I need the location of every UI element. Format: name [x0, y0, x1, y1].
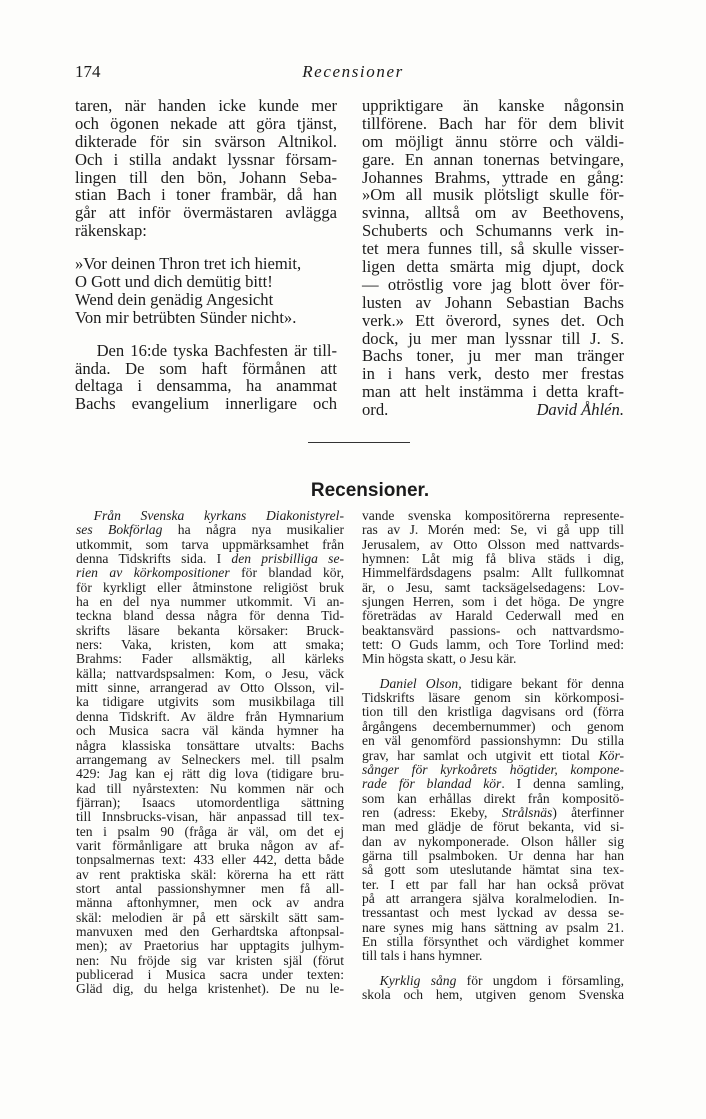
- text-line: [76, 925, 344, 939]
- text-segment: denna Tidskrift. Av äldre från Hymnarium: [76, 708, 344, 724]
- text-line: [75, 186, 337, 204]
- text-line: [75, 115, 337, 133]
- text-segment: taren, när handen icke kunde mer: [75, 96, 337, 115]
- text-line: [362, 566, 624, 580]
- text-segment: tion till den kristliga dagvisans ord (förra: [362, 704, 624, 720]
- text-segment: verk.» Ett överord, synes det. Och: [362, 310, 624, 330]
- text-line: [75, 342, 337, 360]
- text-segment: 429: Jag kan ej rätt dig lova (tidigare bru-: [76, 766, 344, 782]
- text-line: [362, 863, 624, 877]
- text-line: [362, 624, 624, 638]
- text-segment: nen: Nu fröjde sig var kristen själ (förut: [76, 952, 344, 968]
- text-line: [362, 258, 624, 276]
- text-line: [362, 347, 624, 365]
- italic-title: ses Bokförlag: [76, 522, 163, 538]
- text-segment: ligen detta smärta mig djupt, dock: [362, 257, 624, 277]
- text-segment: Gläd dig, du helga kristenhet). De nu le-: [76, 981, 344, 997]
- text-segment: till tals i hans hymner.: [362, 948, 483, 964]
- text-line: [76, 853, 344, 867]
- text-segment: skäl: melodien är på ett särskilt sätt sam-: [76, 909, 344, 925]
- text-line: [76, 695, 344, 709]
- text-line: [76, 939, 344, 953]
- paragraph: [362, 677, 624, 964]
- text-line: [362, 638, 624, 652]
- text-segment: in i hans verk, desto mer frestas: [362, 364, 624, 384]
- text-line: [76, 638, 344, 652]
- text-line: [362, 204, 624, 222]
- text-segment: — otröstlig vore jag blott över för-: [362, 274, 624, 294]
- text-segment: tressantast och mest lyckad av dessa se-: [362, 905, 624, 921]
- text-line: [362, 330, 624, 348]
- text-line: [75, 169, 337, 187]
- text-segment: ha en del nya nummer utkommit. Vi an-: [76, 594, 344, 610]
- italic-title: rade för blandad kör: [362, 776, 502, 792]
- text-segment: om möjligt ännu större och väldi-: [362, 131, 624, 151]
- text-segment: lusten av Johann Sebastian Bachs: [362, 292, 624, 312]
- text-line: [76, 739, 344, 753]
- text-line: [362, 949, 624, 963]
- text-segment: och ögonen nekade att göra tjänst,: [75, 113, 337, 133]
- text-line: [362, 169, 624, 187]
- text-line: [362, 609, 624, 623]
- text-segment: men); av Praetorius har upptagits julhym-: [76, 938, 344, 954]
- text-segment: männa aftonhymner, men ock av andra: [76, 895, 344, 911]
- text-line: [362, 691, 624, 705]
- text-segment: ners: Vaka, kristen, kom att smaka;: [76, 637, 344, 653]
- italic-title: Kyrklig sång: [379, 972, 457, 988]
- text-segment: denna Tidskrifts sida. I: [76, 551, 232, 567]
- text-segment: för ungdom i församling,: [456, 972, 624, 988]
- italic-title: Daniel Olson,: [379, 675, 462, 691]
- text-segment: Himmelfärdsdagens psalm: Allt fullkomnat: [362, 565, 624, 581]
- text-segment: ras av J. Morén med: Se, vi gå upp till: [362, 522, 624, 538]
- italic-title: sånger för kyrkoårets högtider, kompone-: [362, 761, 624, 777]
- text-line: [362, 186, 624, 204]
- text-line: [362, 97, 624, 115]
- text-segment: svinna, alltså om av Beethovens,: [362, 203, 624, 223]
- bottom-right-column: [362, 509, 624, 1012]
- text-segment: man med glädje de förut bekanta, vid si-: [362, 819, 624, 835]
- italic-title: Från Svenska kyrkans Diakonistyrel-: [93, 508, 344, 523]
- paragraph: [362, 974, 624, 1003]
- text-line: [76, 954, 344, 968]
- text-segment: dikterade för sin svärson Altnikol.: [75, 131, 337, 151]
- text-segment: »Om all musik plötsligt skulle för-: [362, 185, 624, 205]
- text-segment: dan av nykomponerade. Olson håller sig: [362, 833, 624, 849]
- text-line: [362, 538, 624, 552]
- paragraph: [75, 342, 337, 414]
- text-line: [76, 968, 344, 982]
- text-segment: tett: O Guds lamm, och Tore Torlind med:: [362, 637, 624, 653]
- paragraph: [362, 97, 624, 419]
- text-segment: gärna till psalmboken. Ur denna har han: [362, 847, 624, 863]
- text-segment: Schuberts och Schumanns verk in-: [362, 221, 624, 241]
- text-line: [76, 825, 344, 839]
- text-line: [75, 360, 337, 378]
- text-line: [76, 509, 344, 523]
- text-line: [362, 806, 624, 820]
- text-line: [76, 982, 344, 996]
- text-segment: sjungen Herren, som i det höga. De yngre: [362, 594, 624, 610]
- text-line: [76, 538, 344, 552]
- text-line: [362, 763, 624, 777]
- text-line: [362, 906, 624, 920]
- text-line: [76, 753, 344, 767]
- text-line: [76, 724, 344, 738]
- text-segment: Jerusalem, av Otto Olsson med nattvards-: [362, 536, 624, 552]
- text-line: [76, 624, 344, 638]
- text-segment: företrädas av Harald Cederwall med en: [362, 608, 624, 624]
- text-line: [76, 796, 344, 810]
- text-line: [75, 133, 337, 151]
- text-line: [76, 710, 344, 724]
- text-line: [362, 921, 624, 935]
- paragraph: [76, 509, 344, 997]
- text-segment: Och i stilla andakt lyssnar försam-: [75, 149, 337, 169]
- text-segment: publicerad i Musica sacra under texten:: [76, 967, 344, 982]
- author-signature: David Åhlén.: [536, 400, 624, 420]
- text-line: [362, 581, 624, 595]
- text-segment: lingen till den bön, Johann Seba-: [75, 167, 337, 187]
- text-line: [362, 401, 624, 419]
- text-line: [362, 365, 624, 383]
- text-line: [362, 705, 624, 719]
- text-segment: kad till nyårstexten: Nu kommen när och: [76, 780, 344, 796]
- text-segment: Bachs evangelium innerligare och: [75, 394, 337, 414]
- text-segment: till Innsbrucks-visan, här anpassad till tex-: [76, 809, 344, 825]
- text-line: [76, 911, 344, 925]
- text-segment: tillförene. Bach har för dem blivit: [362, 113, 624, 133]
- text-segment: så gott som uteslutande hämtat sina tex-: [362, 862, 624, 878]
- text-segment: Von mir betrübten Sünder nicht».: [75, 307, 297, 327]
- text-segment: O Gott und dich demütig bitt!: [75, 272, 273, 292]
- text-line: [362, 720, 624, 734]
- text-segment: ten i psalm 90 (fråga är väl, om det ej: [76, 823, 344, 839]
- text-line: [362, 312, 624, 330]
- text-line: [362, 222, 624, 240]
- text-segment: Den 16:de tyska Bachfesten är till-: [96, 340, 337, 360]
- text-segment: stian Bach i toner frambär, då han: [75, 185, 337, 205]
- text-segment: nare synes mig hans sättning av psalm 21.: [362, 919, 624, 935]
- text-segment: ända. De som haft förmånen att: [75, 358, 337, 378]
- text-segment: skrifts läsare bekanta körsaker: Bruck-: [76, 622, 344, 638]
- text-line: [362, 935, 624, 949]
- text-segment: går att inför övermästaren avlägga: [75, 203, 337, 223]
- paragraph: [362, 509, 624, 667]
- text-line: [362, 115, 624, 133]
- text-segment: beaktansvärd passions- och nattvardsmo-: [362, 622, 624, 638]
- section-divider: [308, 442, 410, 443]
- text-line: [76, 523, 344, 537]
- text-line: [76, 681, 344, 695]
- text-line: [362, 892, 624, 906]
- text-line: [76, 552, 344, 566]
- text-segment: en väl genomförd passionshymn: Du stilla: [362, 733, 624, 749]
- top-right-column: [362, 97, 624, 434]
- text-segment: på att arrangera själva koralmelodien. In-: [362, 890, 624, 906]
- text-line: [362, 849, 624, 863]
- text-segment: vande svenska kompositörerna represente-: [362, 508, 624, 523]
- text-segment: En stilla försynthet och värdighet kommer: [362, 933, 624, 949]
- text-segment: Brahms: Fader allsmäktig, all kärleks: [76, 651, 344, 667]
- text-segment: Wend dein genädig Angesicht: [75, 289, 274, 309]
- text-line: [76, 896, 344, 910]
- text-line: [362, 820, 624, 834]
- text-line: [362, 777, 624, 791]
- text-segment: är, o Jesu, samt tacksägelsedagens: Lov-: [362, 579, 624, 595]
- text-segment: Johannes Brahms, yttrade en gång:: [362, 167, 624, 187]
- text-segment: för blandad kör,: [229, 565, 344, 581]
- text-segment: hymnen: Låt mig få bliva städs i dig,: [362, 551, 624, 567]
- text-segment: som kan erhållas direkt från kompositö-: [362, 790, 624, 806]
- text-segment: Bachs toner, ju mer man tränger: [362, 346, 624, 366]
- text-segment: tonpsalmernas text: 433 eller 442, detta både: [76, 852, 344, 868]
- text-segment: tet mera funnes till, så skulle visser-: [362, 239, 624, 259]
- text-segment: varit förmånligare att bruka någon av af-: [76, 837, 344, 853]
- text-segment: av rent praktiska skäl: körerna ha ett rätt: [76, 866, 344, 882]
- text-line: [362, 383, 624, 401]
- text-line: [362, 792, 624, 806]
- text-segment: mitt sinne, arrangerad av Otto Olsson, vil-: [76, 680, 344, 696]
- paragraph: [75, 97, 337, 240]
- section-heading: Recensioner.: [310, 480, 430, 501]
- text-segment: arrangemang av Selneckers mel. till psalm: [76, 751, 344, 767]
- text-line: [75, 395, 337, 413]
- text-segment: teckna bland dessa några för denna Tid-: [76, 608, 344, 624]
- text-segment: utkommit, som tarva uppmärksamhet från: [76, 536, 344, 552]
- text-line: [362, 294, 624, 312]
- text-segment: skola och hem, utgiven genom Svenska: [362, 987, 624, 1002]
- text-line: [75, 204, 337, 222]
- text-line: [362, 652, 624, 666]
- top-left-column: [75, 97, 337, 428]
- text-segment: deltaga i densamma, ha anammat: [75, 376, 337, 396]
- text-line: [75, 151, 337, 169]
- text-line: [76, 609, 344, 623]
- text-segment: räkenskap:: [75, 221, 147, 241]
- text-line: [76, 566, 344, 580]
- text-segment: ter. I ett par fall har han också prövat: [362, 876, 624, 892]
- text-segment: Tidskrifts läsare genom sin körkomposi-: [362, 690, 624, 706]
- text-line: [75, 273, 337, 291]
- text-segment: stort antal passionshymner men få all-: [76, 880, 344, 896]
- text-segment: årgångens decembernummer) och genom: [362, 718, 624, 734]
- page-number: 174: [75, 62, 101, 81]
- text-line: [362, 734, 624, 748]
- text-line: [75, 377, 337, 395]
- text-line: [76, 595, 344, 609]
- text-line: [362, 133, 624, 151]
- text-segment: och Musica sacra väl kända hymner ha: [76, 723, 344, 739]
- bottom-left-column: [76, 509, 344, 1007]
- text-segment: dock, ju mer man lyssnar till J. S.: [362, 328, 624, 348]
- text-line: [362, 276, 624, 294]
- text-line: [76, 810, 344, 824]
- text-line: [362, 552, 624, 566]
- text-line: [362, 749, 624, 763]
- text-segment: ren (adress: Ekeby,: [362, 804, 502, 820]
- text-line: [362, 878, 624, 892]
- text-segment: för kyrkligt eller åtminstone religiöst bruk: [76, 579, 344, 595]
- text-line: [362, 835, 624, 849]
- text-line: [362, 988, 624, 1002]
- text-line: [362, 677, 624, 691]
- text-segment: uppriktigare än kanske någonsin: [362, 96, 624, 115]
- italic-title: rien av körkompositioner: [76, 565, 230, 581]
- text-line: [76, 839, 344, 853]
- text-line: [76, 868, 344, 882]
- text-segment: några klassiska tonsättare utvalts: Bachs: [76, 737, 344, 753]
- text-segment: . I denna samling,: [501, 776, 624, 792]
- text-line: [76, 581, 344, 595]
- text-line: [362, 151, 624, 169]
- text-line: [76, 882, 344, 896]
- text-line: [362, 523, 624, 537]
- text-line: [75, 222, 337, 240]
- text-line: [75, 255, 337, 273]
- text-segment: ord.: [362, 400, 389, 420]
- text-segment: ha några nya musikalier: [162, 522, 344, 538]
- text-line: [76, 782, 344, 796]
- text-segment: fjärran); Isaacs utomordentliga sättning: [76, 794, 344, 810]
- text-segment: Min högsta skatt, o Jesu kär.: [362, 651, 517, 667]
- italic-title: den prisbilliga se-: [231, 551, 344, 567]
- text-line: [362, 974, 624, 988]
- verse-quote: [75, 255, 337, 327]
- text-line: [362, 240, 624, 258]
- text-line: [75, 97, 337, 115]
- text-segment: manvuxen med den Gerhardtska aftonpsal-: [76, 923, 344, 939]
- text-line: [75, 309, 337, 327]
- text-segment: grav, har samlat och utgivit ett tiotal: [362, 747, 599, 763]
- text-segment: gare. En annan tonernas betvingare,: [362, 149, 624, 169]
- text-segment: man att helt instämma i detta kraft-: [362, 382, 624, 402]
- text-segment: källa; nattvardspsalmen: Kom, o Jesu, väck: [76, 665, 344, 681]
- text-segment: ) återfinner: [552, 804, 624, 820]
- text-line: [76, 667, 344, 681]
- text-line: [362, 595, 624, 609]
- text-line: [76, 652, 344, 666]
- italic-title: Strålsnäs: [501, 804, 553, 820]
- text-segment: tidigare bekant för denna: [461, 675, 624, 691]
- text-segment: »Vor deinen Thron tret ich hiemit,: [75, 254, 302, 274]
- text-line: [362, 509, 624, 523]
- text-segment: ka tidigare utgivits som musikbilaga till: [76, 694, 344, 710]
- italic-title: Kör-: [598, 747, 624, 763]
- running-title: Recensioner: [302, 62, 404, 81]
- text-line: [76, 767, 344, 781]
- text-line: [75, 291, 337, 309]
